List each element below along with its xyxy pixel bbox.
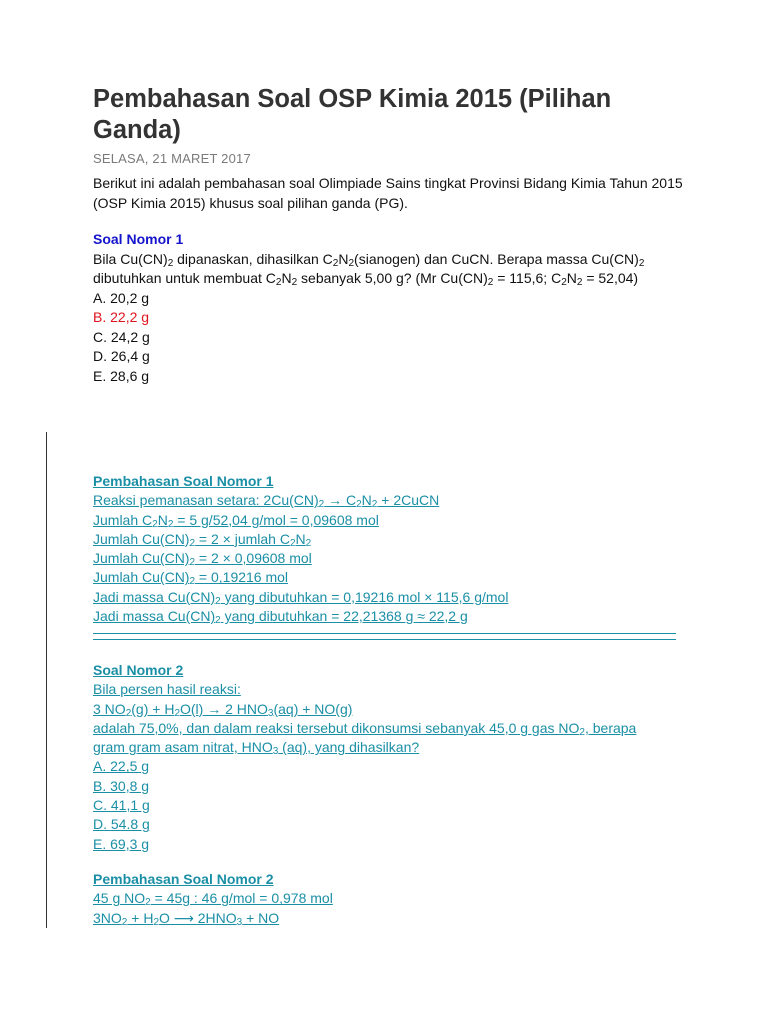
text-segment: Jumlah Cu(CN) bbox=[93, 530, 190, 547]
text-segment: gram gram asam nitrat, HNO bbox=[93, 739, 273, 756]
question-2-line[interactable] bbox=[93, 719, 693, 738]
question-2-option-a[interactable] bbox=[93, 757, 693, 776]
subscript: 2 bbox=[332, 257, 339, 269]
solution-1-line[interactable] bbox=[93, 511, 693, 530]
solution-1-line[interactable] bbox=[93, 588, 693, 607]
text-segment: = 5 g/52,04 g/mol = 0,09608 mol bbox=[173, 511, 379, 528]
subscript: 2 bbox=[371, 499, 378, 511]
solution-1-line[interactable] bbox=[93, 568, 693, 587]
subscript: 2 bbox=[153, 916, 159, 928]
question-1-stem bbox=[93, 250, 693, 289]
subscript: 2 bbox=[348, 257, 355, 269]
post-date: SELASA, 21 MARET 2017 bbox=[93, 151, 251, 166]
question-1 bbox=[93, 230, 693, 386]
text-segment: N bbox=[361, 492, 372, 509]
subscript: 2 bbox=[152, 518, 158, 530]
section-divider bbox=[93, 639, 676, 640]
text-segment: = 115,6; C bbox=[493, 270, 562, 286]
text-segment: A. 22,5 g bbox=[93, 758, 150, 775]
text-segment: N bbox=[281, 270, 292, 286]
question-2-option-d[interactable] bbox=[93, 815, 693, 834]
text-segment: , berapa bbox=[584, 719, 637, 736]
question-2-option-b[interactable] bbox=[93, 777, 693, 796]
subscript: 2 bbox=[189, 557, 196, 569]
subscript: 2 bbox=[215, 615, 221, 627]
option-a: A. 20,2 g bbox=[93, 289, 150, 306]
text-segment: → C bbox=[324, 492, 357, 509]
subscript: 2 bbox=[145, 897, 151, 909]
text-segment: Reaksi pemanasan setara: 2Cu(CN) bbox=[93, 492, 319, 509]
subscript: 2 bbox=[121, 916, 128, 928]
text-segment: N bbox=[566, 270, 577, 286]
blockquote-bar bbox=[46, 432, 47, 928]
text-segment: N bbox=[338, 250, 349, 267]
subscript: 2 bbox=[275, 277, 282, 288]
subscript: 2 bbox=[579, 726, 585, 738]
text-segment: + 2CuCN bbox=[377, 492, 440, 509]
text-segment: C. 41,1 g bbox=[93, 797, 150, 814]
text-segment: dibutuhkan untuk membuat C bbox=[93, 270, 276, 286]
text-segment: = 45g : 46 g/mol = 0,978 mol bbox=[150, 890, 333, 907]
question-2-line[interactable] bbox=[93, 700, 693, 719]
question-2-line[interactable] bbox=[93, 680, 693, 699]
text-segment: D. 54.8 g bbox=[93, 816, 150, 833]
subscript: 2 bbox=[487, 277, 494, 288]
text-segment: (aq) + NO(g) bbox=[273, 700, 353, 717]
solution-1-line[interactable] bbox=[93, 530, 693, 549]
text-segment: = 2 × jumlah C bbox=[195, 530, 290, 547]
text-segment: N bbox=[295, 530, 306, 547]
solution-2-heading[interactable]: Pembahasan Soal Nomor 2 bbox=[93, 871, 274, 887]
text-segment: Jumlah Cu(CN) bbox=[93, 569, 190, 586]
question-2-option-c[interactable] bbox=[93, 796, 693, 815]
subscript: 2 bbox=[291, 277, 298, 288]
text-segment: dipanaskan, dihasilkan C bbox=[173, 250, 333, 267]
text-segment: Bila Cu(CN) bbox=[93, 250, 168, 267]
text-segment: + H bbox=[127, 909, 154, 926]
text-segment: (sianogen) dan CuCN. Berapa massa Cu(CN) bbox=[354, 250, 639, 267]
question-1-heading: Soal Nomor 1 bbox=[93, 231, 184, 247]
text-segment: Bila persen hasil reaksi: bbox=[93, 681, 241, 698]
text-segment: Jumlah C bbox=[93, 511, 153, 528]
text-segment: 45 g NO bbox=[93, 890, 146, 907]
question-2-option-e[interactable] bbox=[93, 835, 693, 854]
subscript: 2 bbox=[576, 277, 583, 288]
option-e: E. 28,6 g bbox=[93, 367, 150, 384]
question-2 bbox=[93, 661, 693, 854]
option-d: D. 26,4 g bbox=[93, 348, 150, 364]
subscript: 2 bbox=[174, 707, 180, 719]
text-segment: 3 NO bbox=[93, 700, 126, 717]
text-segment: yang dibutuhkan = 22,21368 g ≈ 22,2 g bbox=[220, 608, 468, 625]
text-segment: (aq), yang dihasilkan? bbox=[278, 739, 420, 756]
solution-1-heading[interactable]: Pembahasan Soal Nomor 1 bbox=[93, 473, 274, 489]
subscript: 2 bbox=[561, 277, 567, 288]
subscript: 2 bbox=[167, 518, 174, 530]
subscript: 3 bbox=[236, 916, 243, 928]
solution-2 bbox=[93, 870, 693, 928]
text-segment: B. 30,8 g bbox=[93, 777, 150, 794]
question-2-heading[interactable]: Soal Nomor 2 bbox=[93, 662, 184, 678]
text-segment: sebanyak 5,00 g? (Mr Cu(CN) bbox=[297, 270, 488, 286]
option-c: C. 24,2 g bbox=[93, 328, 150, 345]
text-segment: = 52,04) bbox=[582, 270, 639, 286]
solution-1-line[interactable] bbox=[93, 607, 693, 626]
subscript: 2 bbox=[638, 257, 645, 269]
subscript: 3 bbox=[272, 746, 279, 758]
solution-1 bbox=[93, 472, 693, 626]
subscript: 2 bbox=[305, 537, 312, 549]
subscript: 2 bbox=[189, 576, 196, 588]
text-segment: yang dibutuhkan = 0,19216 mol × 115,6 g/mol bbox=[220, 588, 509, 605]
text-segment: Jadi massa Cu(CN) bbox=[93, 588, 216, 605]
text-segment: = 2 × 0,09608 mol bbox=[195, 550, 312, 567]
text-segment: = 0,19216 mol bbox=[195, 569, 289, 586]
section-divider bbox=[93, 633, 676, 634]
subscript: 2 bbox=[318, 499, 325, 511]
subscript: 2 bbox=[189, 537, 196, 549]
solution-1-line[interactable] bbox=[93, 491, 693, 510]
text-segment: E. 69,3 g bbox=[93, 835, 150, 852]
intro-paragraph: Berikut ini adalah pembahasan soal Olimpiade Sains tingkat Provinsi Bidang Kimia Tahun 2015 (OSP Kimia 2015) khusus soal pilihan ganda (PG). bbox=[93, 175, 683, 211]
subscript: 2 bbox=[167, 257, 174, 269]
text-segment: Jumlah Cu(CN) bbox=[93, 550, 190, 567]
subscript: 2 bbox=[356, 499, 362, 511]
question-2-line[interactable] bbox=[93, 738, 693, 757]
subscript: 2 bbox=[215, 595, 221, 607]
subscript: 2 bbox=[125, 707, 132, 719]
text-segment: N bbox=[157, 511, 168, 528]
option-b-correct: B. 22,2 g bbox=[93, 309, 150, 325]
subscript: 3 bbox=[267, 707, 274, 719]
solution-2-line[interactable] bbox=[93, 889, 693, 908]
text-segment: Jadi massa Cu(CN) bbox=[93, 608, 216, 625]
solution-2-line[interactable] bbox=[93, 909, 693, 928]
solution-1-line[interactable] bbox=[93, 549, 693, 568]
text-segment: O(l) → 2 HNO bbox=[180, 700, 268, 717]
subscript: 2 bbox=[289, 537, 296, 549]
text-segment: adalah 75,0%, dan dalam reaksi tersebut dikonsumsi sebanyak 45,0 g gas NO bbox=[93, 719, 580, 736]
article-title: Pembahasan Soal OSP Kimia 2015 (Pilihan Ganda) bbox=[93, 85, 612, 144]
text-segment: + NO bbox=[242, 909, 280, 926]
text-segment: O ⟶ 2HNO bbox=[159, 909, 237, 926]
text-segment: 3NO bbox=[93, 909, 122, 926]
text-segment: (g) + H bbox=[131, 700, 175, 717]
